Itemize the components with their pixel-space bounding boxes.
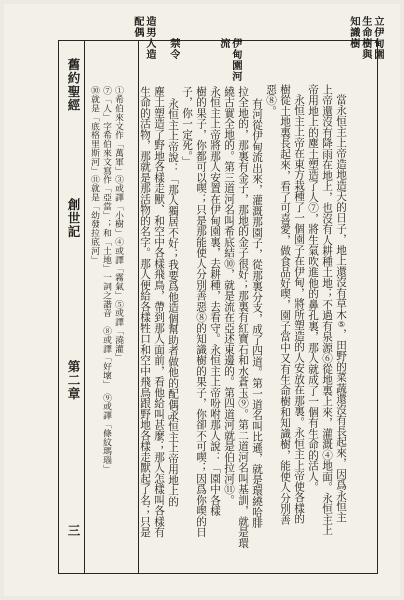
- body-text-column: [292, 94, 306, 564]
- body-text-column: [306, 84, 320, 554]
- body-text: 樹從土地裏長起來，看了可喜愛，做食品好喫，園子當中又有生命樹和知識樹，能使人分別善: [279, 84, 291, 525]
- body-text: 永恒主上帝在東方栽種了一個園子在伊甸，將所塑造的人安放在那裏。永恒主上帝使各樣的: [293, 94, 305, 524]
- body-text: 拉全地的，那裏有金子，那地的金子很好；那裏有紅寶石和水蒼玉⑨。第二道河名叫基訓，就是環: [237, 86, 249, 549]
- section-title: 創世記: [66, 198, 81, 239]
- body-text: 生命的活物，那就是那活物的名字。那人便給各樣牲口和空中飛鳥跟野地各樣走獸起了名；只是: [139, 86, 151, 538]
- body-text: 繞古實全地的。第三道河名叫希底結⑩，就是流在亞述東邊的。第四道河就是伯拉河⑪。: [223, 86, 235, 506]
- body-text-column: [166, 410, 180, 540]
- body-text: 塵土塑造了野地各樣走獸、和空中各樣飛鳥，帶到那人面前，看他給叫甚麼；那人怎樣叫各樣有: [153, 86, 165, 538]
- margin-note: 配偶: [132, 16, 144, 38]
- body-text: 當永恒主上帝造地造天的日子，地上還沒有草木: [335, 94, 347, 320]
- body-text: 惡⑧。: [265, 84, 277, 117]
- body-text-column: [194, 86, 208, 556]
- body-text-column: [264, 84, 278, 554]
- body-text-column: [320, 84, 334, 554]
- body-text: 樹的果子，你都可以喫；只是那能使人分別善惡⑧的知識樹的果子，你卻不可喫；因爲你喫的日: [195, 86, 207, 538]
- margin-note: 生命樹與: [360, 16, 372, 60]
- margin-note: 立伊甸園: [372, 16, 384, 60]
- body-text: 永恒主上帝用地上的: [167, 410, 179, 507]
- body-text: ，田野的菜蔬還沒有長起來，因爲永恒主: [335, 328, 347, 523]
- body-text-column: [334, 94, 348, 564]
- margin-note: 造男人造: [144, 16, 156, 60]
- book-title: 舊約聖經: [66, 58, 81, 112]
- body-text: 上帝還沒有降雨在地上，也沒有人耕種土地；不過有泉源⑥從地裏上來，灌溉④地面。永恒主上: [321, 84, 333, 536]
- margin-note: 知識樹: [348, 16, 360, 49]
- page-number: 三: [66, 524, 81, 538]
- body-text-column: [208, 86, 222, 556]
- body-text-column: [222, 86, 236, 556]
- body-text-column: [278, 84, 292, 554]
- margin-note: 伊甸園河: [230, 38, 242, 82]
- margin-note: 禁令: [168, 38, 180, 60]
- margin-note: 流: [218, 38, 230, 49]
- body-text: 帝用地上的塵土塑造了人⑦，將生氣吹進他的鼻孔裏，那人就成了一個有生命的活人。: [307, 84, 319, 493]
- body-text-column: [236, 86, 250, 556]
- body-text-column: [180, 86, 194, 556]
- footnote-column: ⑩就是「底格里斯河」⑪就是「幼發拉底河」: [89, 86, 99, 264]
- footnote-column: ①希伯來文作「萬軍」③或譯「小樹」④或譯「霧氣」⑤或譯「澆灌」: [113, 86, 123, 362]
- header-rule: [84, 40, 85, 574]
- footnote-marker: ⑤: [337, 319, 346, 329]
- body-text: 永恒主上帝說：「那人獨居不好；我要爲他造個幫助者做他的配偶。」: [167, 98, 179, 426]
- body-text-column: [138, 86, 152, 556]
- footnote-column: ⑦「人」字希伯來文寫作「亞當」；和「土地」一詞之諧音 ⑧或譯「好壞」 ⑨或譯「條紋瑪瑙」: [101, 86, 111, 474]
- chapter-title: 第二章: [66, 360, 81, 401]
- body-text-column: [152, 86, 166, 556]
- body-text: 子，你一定死。」: [181, 86, 193, 167]
- body-text: 有河從伊甸流出來，灌溉那園子，從那裏分支，成了四道。第一道名叫比遜，就是環繞哈腓: [251, 98, 263, 528]
- body-text: 永恒主上帝將那人安置在伊甸園裏，去耕種，去看守。永恒主上帝吩咐那人說：「園中各樣: [209, 86, 221, 516]
- body-text-column: [250, 98, 264, 568]
